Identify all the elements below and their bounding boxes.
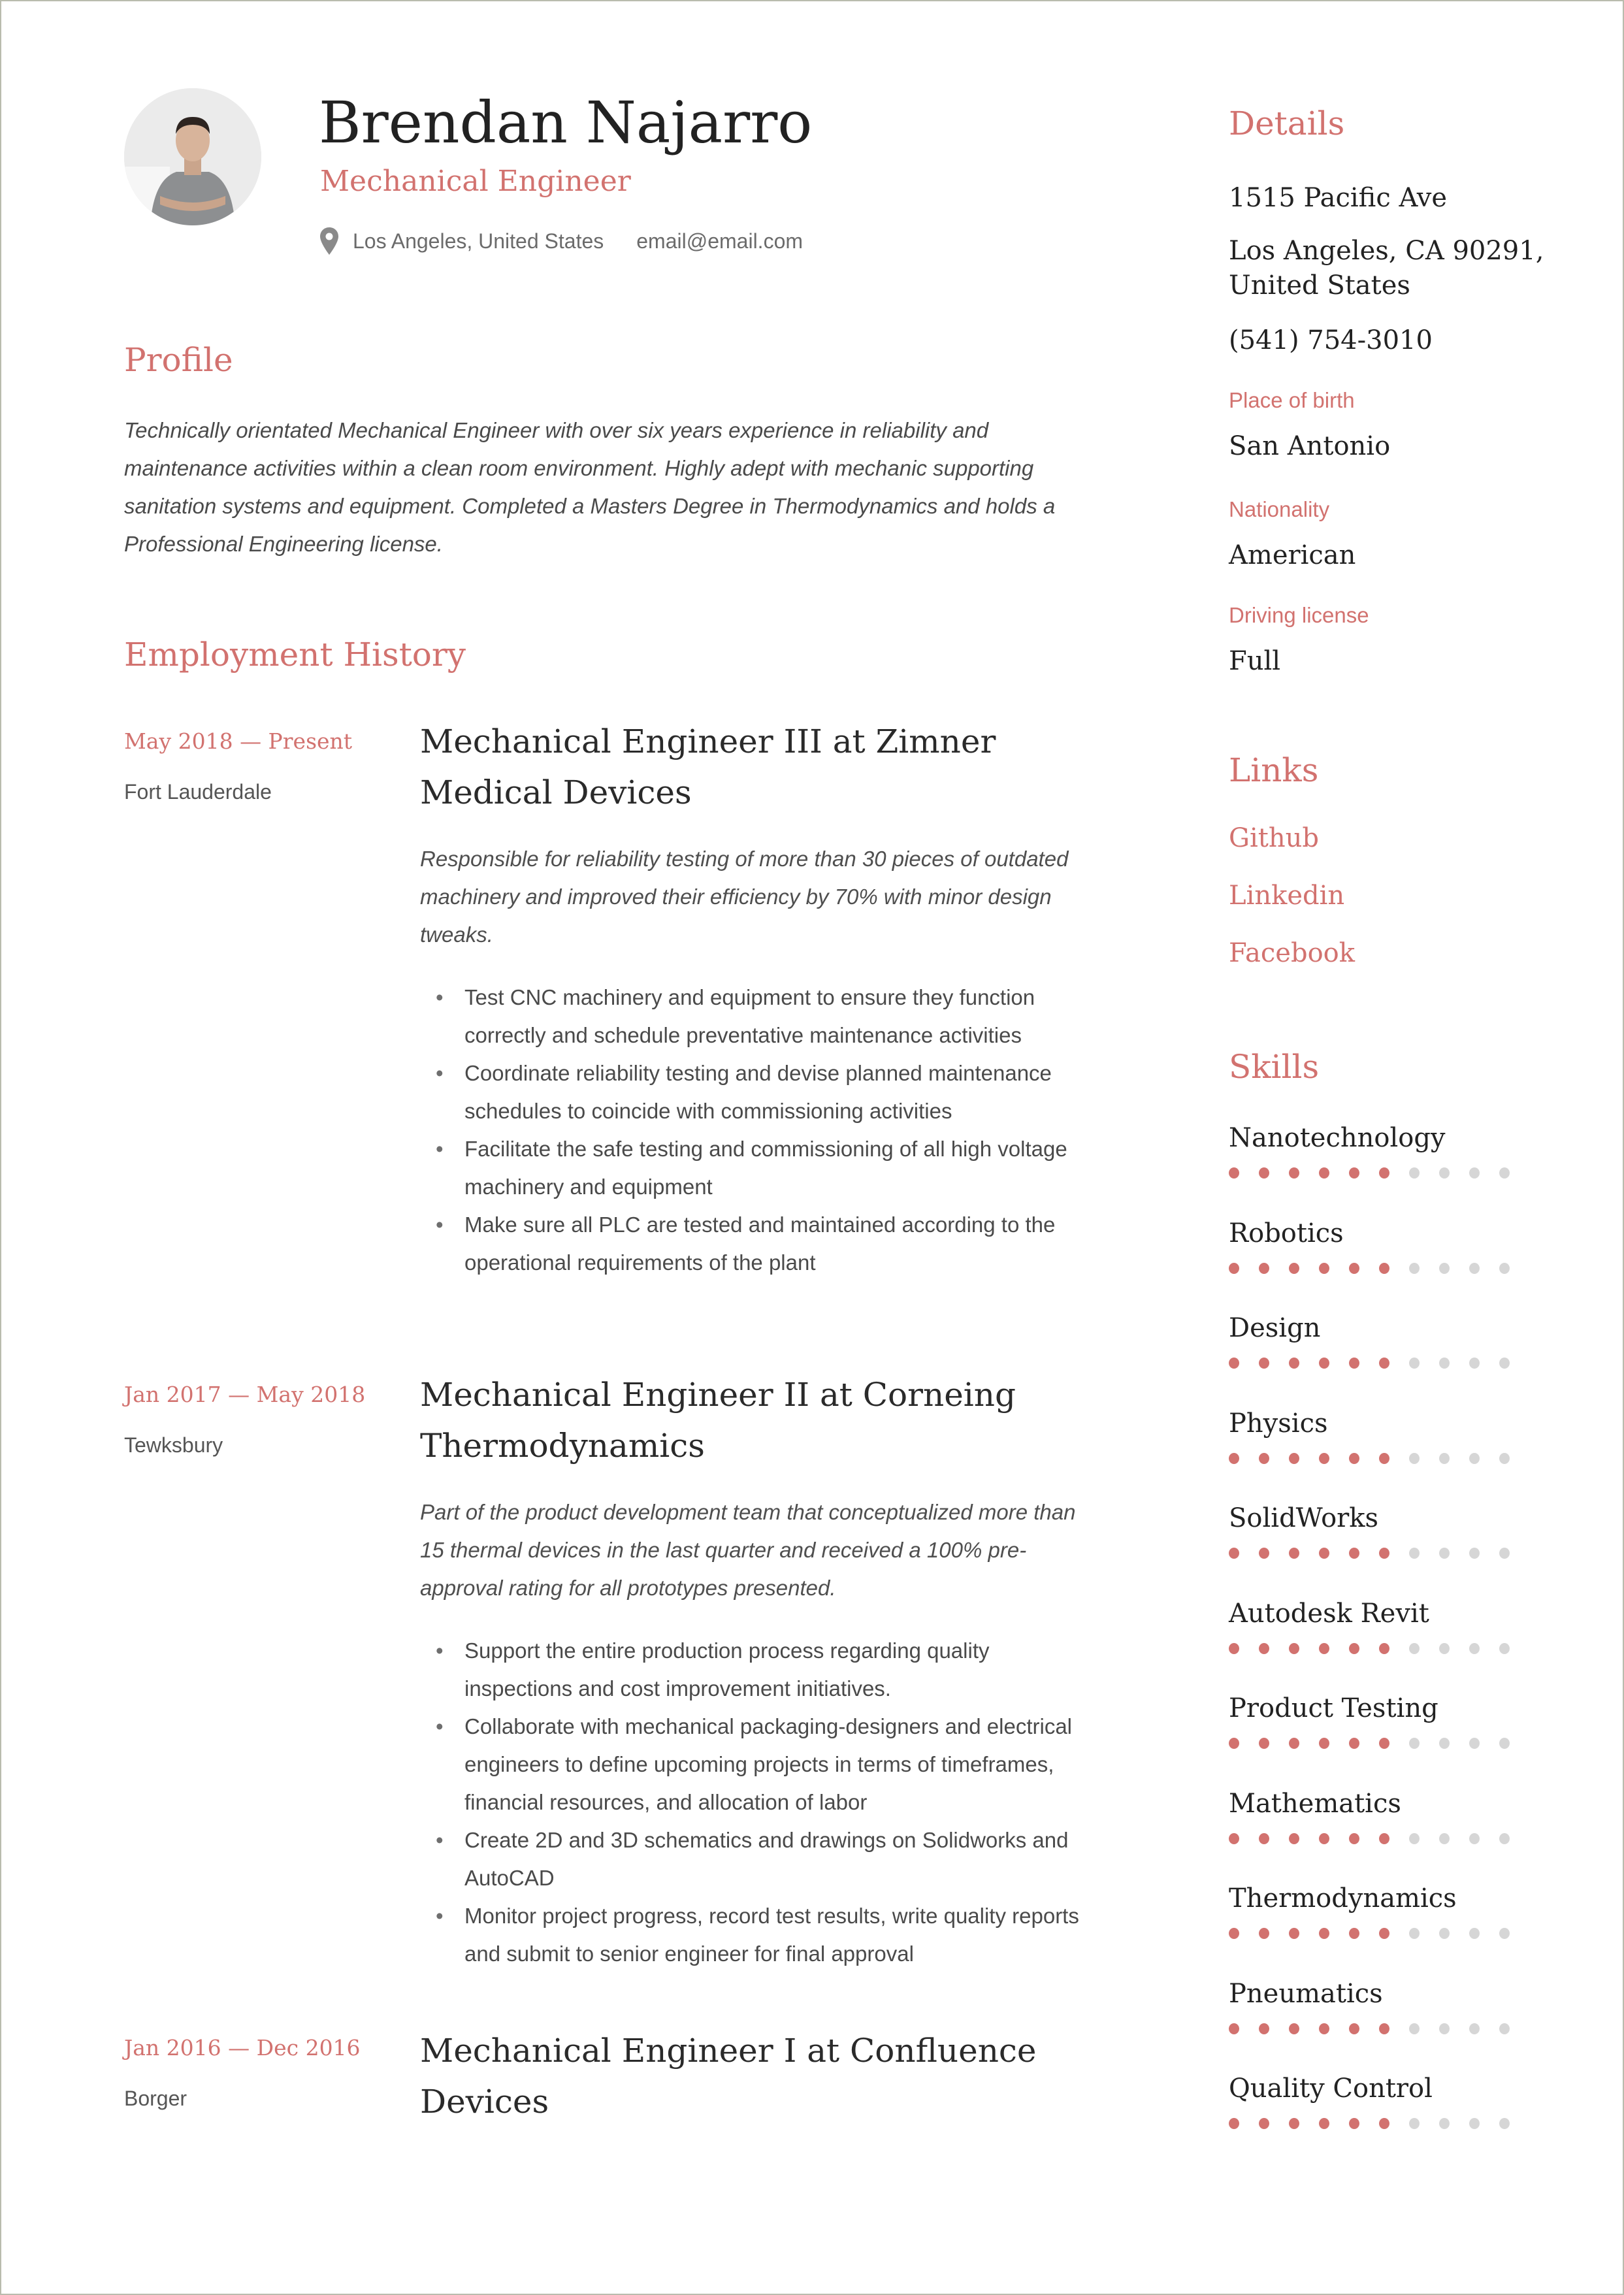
employment-heading: Employment History <box>124 636 466 674</box>
rating-dot-empty <box>1409 2023 1420 2034</box>
rating-dot-filled <box>1319 1833 1329 1844</box>
rating-dot-filled <box>1229 1738 1239 1749</box>
rating-dot-filled <box>1259 1263 1269 1274</box>
rating-dot-filled <box>1289 1167 1299 1179</box>
skill-name: Robotics <box>1229 1218 1344 1248</box>
rating-dot-empty <box>1499 1548 1510 1559</box>
skill-name: Quality Control <box>1229 2074 1433 2104</box>
skill-rating <box>1229 1167 1529 1179</box>
rating-dot-filled <box>1289 1548 1299 1559</box>
contact-row <box>320 227 803 255</box>
rating-dot-empty <box>1469 1738 1480 1749</box>
rating-dot-filled <box>1259 1548 1269 1559</box>
place-of-birth-label: Place of birth <box>1229 388 1355 412</box>
rating-dot-filled <box>1319 1358 1329 1369</box>
rating-dot-filled <box>1349 1263 1359 1274</box>
rating-dot-filled <box>1319 1263 1329 1274</box>
rating-dot-empty <box>1469 2023 1480 2034</box>
rating-dot-empty <box>1499 2023 1510 2034</box>
rating-dot-filled <box>1379 2023 1389 2034</box>
skill-name: Design <box>1229 1313 1321 1343</box>
rating-dot-filled <box>1289 1738 1299 1749</box>
profile-photo <box>124 88 261 225</box>
skill-item <box>1229 1406 1529 1464</box>
github-link[interactable]: Github <box>1229 823 1319 853</box>
rating-dot-filled <box>1259 1833 1269 1844</box>
rating-dot-empty <box>1439 2023 1450 2034</box>
rating-dot-filled <box>1349 1928 1359 1939</box>
job-dates: Jan 2016 — Dec 2016 <box>124 2035 361 2060</box>
rating-dot-filled <box>1319 1643 1329 1654</box>
rating-dot-empty <box>1499 1358 1510 1369</box>
rating-dot-filled <box>1349 2118 1359 2129</box>
bullet-item: • Facilitate the safe testing and commissioning of all high voltage machinery and equipment <box>420 1130 1093 1206</box>
skill-name: Pneumatics <box>1229 1979 1383 2009</box>
rating-dot-empty <box>1439 1738 1450 1749</box>
skill-name: Autodesk Revit <box>1229 1599 1429 1629</box>
bullet-item: • Monitor project progress, record test results, write quality reports and submit to senior engineer for final approval <box>420 1897 1093 1973</box>
profile-text: Technically orientated Mechanical Engineer with over six years experience in reliability and maintenance activities within a clean room environment. Highly adept with mechanic supporting sanitation systems and equipment. Completed a Masters Degree in Thermodynamics and holds a Professional Engineering license. <box>124 418 1056 556</box>
rating-dot-empty <box>1499 1167 1510 1179</box>
rating-dot-empty <box>1499 1263 1510 1274</box>
rating-dot-filled <box>1319 1738 1329 1749</box>
job-title-heading: Mechanical Engineer III at Zimner Medical Devices <box>420 723 996 811</box>
skill-item <box>1229 2071 1529 2129</box>
rating-dot-filled <box>1229 1643 1239 1654</box>
rating-dot-filled <box>1259 2118 1269 2129</box>
phone-number: (541) 754-3010 <box>1229 325 1433 355</box>
address-line-2: Los Angeles, CA 90291, <box>1229 236 1544 266</box>
rating-dot-empty <box>1439 1928 1450 1939</box>
rating-dot-empty <box>1439 1167 1450 1179</box>
skill-item <box>1229 1501 1529 1559</box>
details-heading: Details <box>1229 105 1345 142</box>
rating-dot-filled <box>1229 1833 1239 1844</box>
rating-dot-empty <box>1469 2118 1480 2129</box>
bullet-item: • Test CNC machinery and equipment to ensure they function correctly and schedule preventative maintenance activities <box>420 979 1093 1054</box>
bullet-item: • Coordinate reliability testing and devise planned maintenance schedules to coincide with commissioning activities <box>420 1054 1093 1130</box>
bullet-item: • Make sure all PLC are tested and maintained according to the operational requirements of the plant <box>420 1206 1093 1282</box>
skill-rating <box>1229 1453 1529 1464</box>
skill-item <box>1229 1691 1529 1749</box>
rating-dot-filled <box>1289 1263 1299 1274</box>
rating-dot-empty <box>1469 1833 1480 1844</box>
rating-dot-empty <box>1469 1358 1480 1369</box>
rating-dot-filled <box>1319 2023 1329 2034</box>
rating-dot-empty <box>1439 1453 1450 1464</box>
rating-dot-empty <box>1499 1928 1510 1939</box>
rating-dot-filled <box>1349 1738 1359 1749</box>
skill-rating <box>1229 1833 1529 1844</box>
rating-dot-filled <box>1349 1358 1359 1369</box>
address-line-1: 1515 Pacific Ave <box>1229 183 1448 213</box>
rating-dot-empty <box>1409 1167 1420 1179</box>
rating-dot-filled <box>1379 1263 1389 1274</box>
facebook-link[interactable]: Facebook <box>1229 938 1355 968</box>
rating-dot-filled <box>1319 1548 1329 1559</box>
rating-dot-empty <box>1409 1928 1420 1939</box>
skill-item <box>1229 1120 1529 1179</box>
rating-dot-filled <box>1259 1738 1269 1749</box>
rating-dot-filled <box>1319 2118 1329 2129</box>
skill-item <box>1229 1976 1529 2034</box>
rating-dot-filled <box>1259 2023 1269 2034</box>
rating-dot-empty <box>1409 1548 1420 1559</box>
rating-dot-filled <box>1259 1928 1269 1939</box>
skill-rating <box>1229 2118 1529 2129</box>
bullet-item: • Collaborate with mechanical packaging-designers and electrical engineers to define upcoming projects in terms of timeframes, financial resources, and allocation of labor <box>420 1708 1093 1821</box>
linkedin-link[interactable]: Linkedin <box>1229 881 1345 911</box>
rating-dot-filled <box>1259 1358 1269 1369</box>
place-of-birth-value: San Antonio <box>1229 431 1391 461</box>
rating-dot-empty <box>1409 2118 1420 2129</box>
rating-dot-empty <box>1469 1453 1480 1464</box>
email-link[interactable]: email@email.com <box>636 229 804 253</box>
rating-dot-empty <box>1409 1263 1420 1274</box>
job-city: Fort Lauderdale <box>124 780 272 804</box>
rating-dot-filled <box>1379 1928 1389 1939</box>
skill-rating <box>1229 2023 1529 2034</box>
rating-dot-filled <box>1259 1167 1269 1179</box>
location-text: Los Angeles, United States <box>353 229 604 253</box>
rating-dot-empty <box>1439 1263 1450 1274</box>
rating-dot-empty <box>1439 1643 1450 1654</box>
rating-dot-empty <box>1439 2118 1450 2129</box>
driving-license-label: Driving license <box>1229 603 1369 627</box>
rating-dot-empty <box>1469 1548 1480 1559</box>
skill-name: Thermodynamics <box>1229 1883 1457 1913</box>
rating-dot-empty <box>1469 1167 1480 1179</box>
rating-dot-empty <box>1409 1358 1420 1369</box>
rating-dot-filled <box>1289 1643 1299 1654</box>
skill-rating <box>1229 1263 1529 1274</box>
rating-dot-filled <box>1379 1643 1389 1654</box>
skill-item <box>1229 1786 1529 1844</box>
rating-dot-filled <box>1289 1358 1299 1369</box>
rating-dot-filled <box>1229 1167 1239 1179</box>
skill-rating <box>1229 1738 1529 1749</box>
rating-dot-empty <box>1499 2118 1510 2129</box>
nationality-label: Nationality <box>1229 497 1330 521</box>
rating-dot-filled <box>1349 2023 1359 2034</box>
job-summary: Responsible for reliability testing of more than 30 pieces of outdated machinery and improved their efficiency by 70% with minor design tweaks. <box>420 847 1069 947</box>
rating-dot-filled <box>1319 1928 1329 1939</box>
rating-dot-filled <box>1259 1453 1269 1464</box>
rating-dot-empty <box>1499 1643 1510 1654</box>
rating-dot-empty <box>1439 1833 1450 1844</box>
rating-dot-filled <box>1229 1548 1239 1559</box>
rating-dot-filled <box>1259 1643 1269 1654</box>
rating-dot-empty <box>1439 1358 1450 1369</box>
skill-name: Product Testing <box>1229 1693 1438 1723</box>
rating-dot-filled <box>1289 2023 1299 2034</box>
job-city: Tewksbury <box>124 1433 223 1457</box>
rating-dot-empty <box>1409 1453 1420 1464</box>
rating-dot-filled <box>1349 1643 1359 1654</box>
avatar <box>124 88 261 225</box>
rating-dot-empty <box>1469 1928 1480 1939</box>
rating-dot-empty <box>1469 1643 1480 1654</box>
rating-dot-filled <box>1289 1928 1299 1939</box>
rating-dot-filled <box>1379 1167 1389 1179</box>
job-summary: Part of the product development team that conceptualized more than 15 thermal devices in the last quarter and received a 100% pre-approval rating for all prototypes presented. <box>420 1500 1076 1600</box>
rating-dot-empty <box>1499 1453 1510 1464</box>
profile-heading: Profile <box>124 341 233 379</box>
rating-dot-filled <box>1349 1453 1359 1464</box>
rating-dot-filled <box>1319 1453 1329 1464</box>
rating-dot-filled <box>1289 1833 1299 1844</box>
skill-item <box>1229 1310 1529 1369</box>
job-city: Borger <box>124 2087 187 2110</box>
bullet-item: • Create 2D and 3D schematics and drawings on Solidworks and AutoCAD <box>420 1821 1093 1897</box>
skill-name: Mathematics <box>1229 1789 1401 1819</box>
rating-dot-empty <box>1409 1833 1420 1844</box>
rating-dot-filled <box>1229 1928 1239 1939</box>
skill-rating <box>1229 1548 1529 1559</box>
address-line-3: United States <box>1229 270 1410 301</box>
rating-dot-filled <box>1229 2118 1239 2129</box>
rating-dot-filled <box>1229 1358 1239 1369</box>
map-pin-icon <box>320 227 338 255</box>
rating-dot-empty <box>1409 1738 1420 1749</box>
nationality-value: American <box>1229 540 1356 570</box>
rating-dot-filled <box>1379 1738 1389 1749</box>
rating-dot-filled <box>1229 1453 1239 1464</box>
job-title-heading: Mechanical Engineer I at Confluence Devices <box>420 2032 1037 2121</box>
rating-dot-filled <box>1289 1453 1299 1464</box>
skill-rating <box>1229 1928 1529 1939</box>
rating-dot-filled <box>1379 1833 1389 1844</box>
skills-heading: Skills <box>1229 1048 1320 1086</box>
skill-item <box>1229 1596 1529 1654</box>
rating-dot-empty <box>1409 1643 1420 1654</box>
rating-dot-filled <box>1229 2023 1239 2034</box>
rating-dot-filled <box>1379 1548 1389 1559</box>
job-dates: Jan 2017 — May 2018 <box>124 1382 366 1407</box>
job-title: Mechanical Engineer <box>320 165 631 198</box>
driving-license-value: Full <box>1229 646 1281 676</box>
rating-dot-filled <box>1379 1453 1389 1464</box>
skill-name: Physics <box>1229 1408 1328 1439</box>
links-heading: Links <box>1229 751 1319 789</box>
skill-name: SolidWorks <box>1229 1503 1379 1533</box>
skill-rating <box>1229 1358 1529 1369</box>
job-dates: May 2018 — Present <box>124 728 353 754</box>
skill-rating <box>1229 1643 1529 1654</box>
rating-dot-filled <box>1349 1548 1359 1559</box>
rating-dot-filled <box>1379 2118 1389 2129</box>
rating-dot-filled <box>1349 1167 1359 1179</box>
rating-dot-empty <box>1499 1833 1510 1844</box>
job-bullets <box>420 1632 1093 1973</box>
rating-dot-filled <box>1289 2118 1299 2129</box>
job-title-heading: Mechanical Engineer II at Corneing Thermodynamics <box>420 1376 1016 1465</box>
rating-dot-filled <box>1349 1833 1359 1844</box>
skill-item <box>1229 1881 1529 1939</box>
candidate-name: Brendan Najarro <box>319 89 813 156</box>
rating-dot-empty <box>1469 1263 1480 1274</box>
job-bullets <box>420 979 1093 1282</box>
rating-dot-empty <box>1499 1738 1510 1749</box>
bullet-item: • Support the entire production process regarding quality inspections and cost improvement initiatives. <box>420 1632 1093 1708</box>
rating-dot-filled <box>1319 1167 1329 1179</box>
skill-name: Nanotechnology <box>1229 1123 1446 1153</box>
rating-dot-filled <box>1379 1358 1389 1369</box>
rating-dot-empty <box>1439 1548 1450 1559</box>
rating-dot-filled <box>1229 1263 1239 1274</box>
skill-item <box>1229 1216 1529 1274</box>
